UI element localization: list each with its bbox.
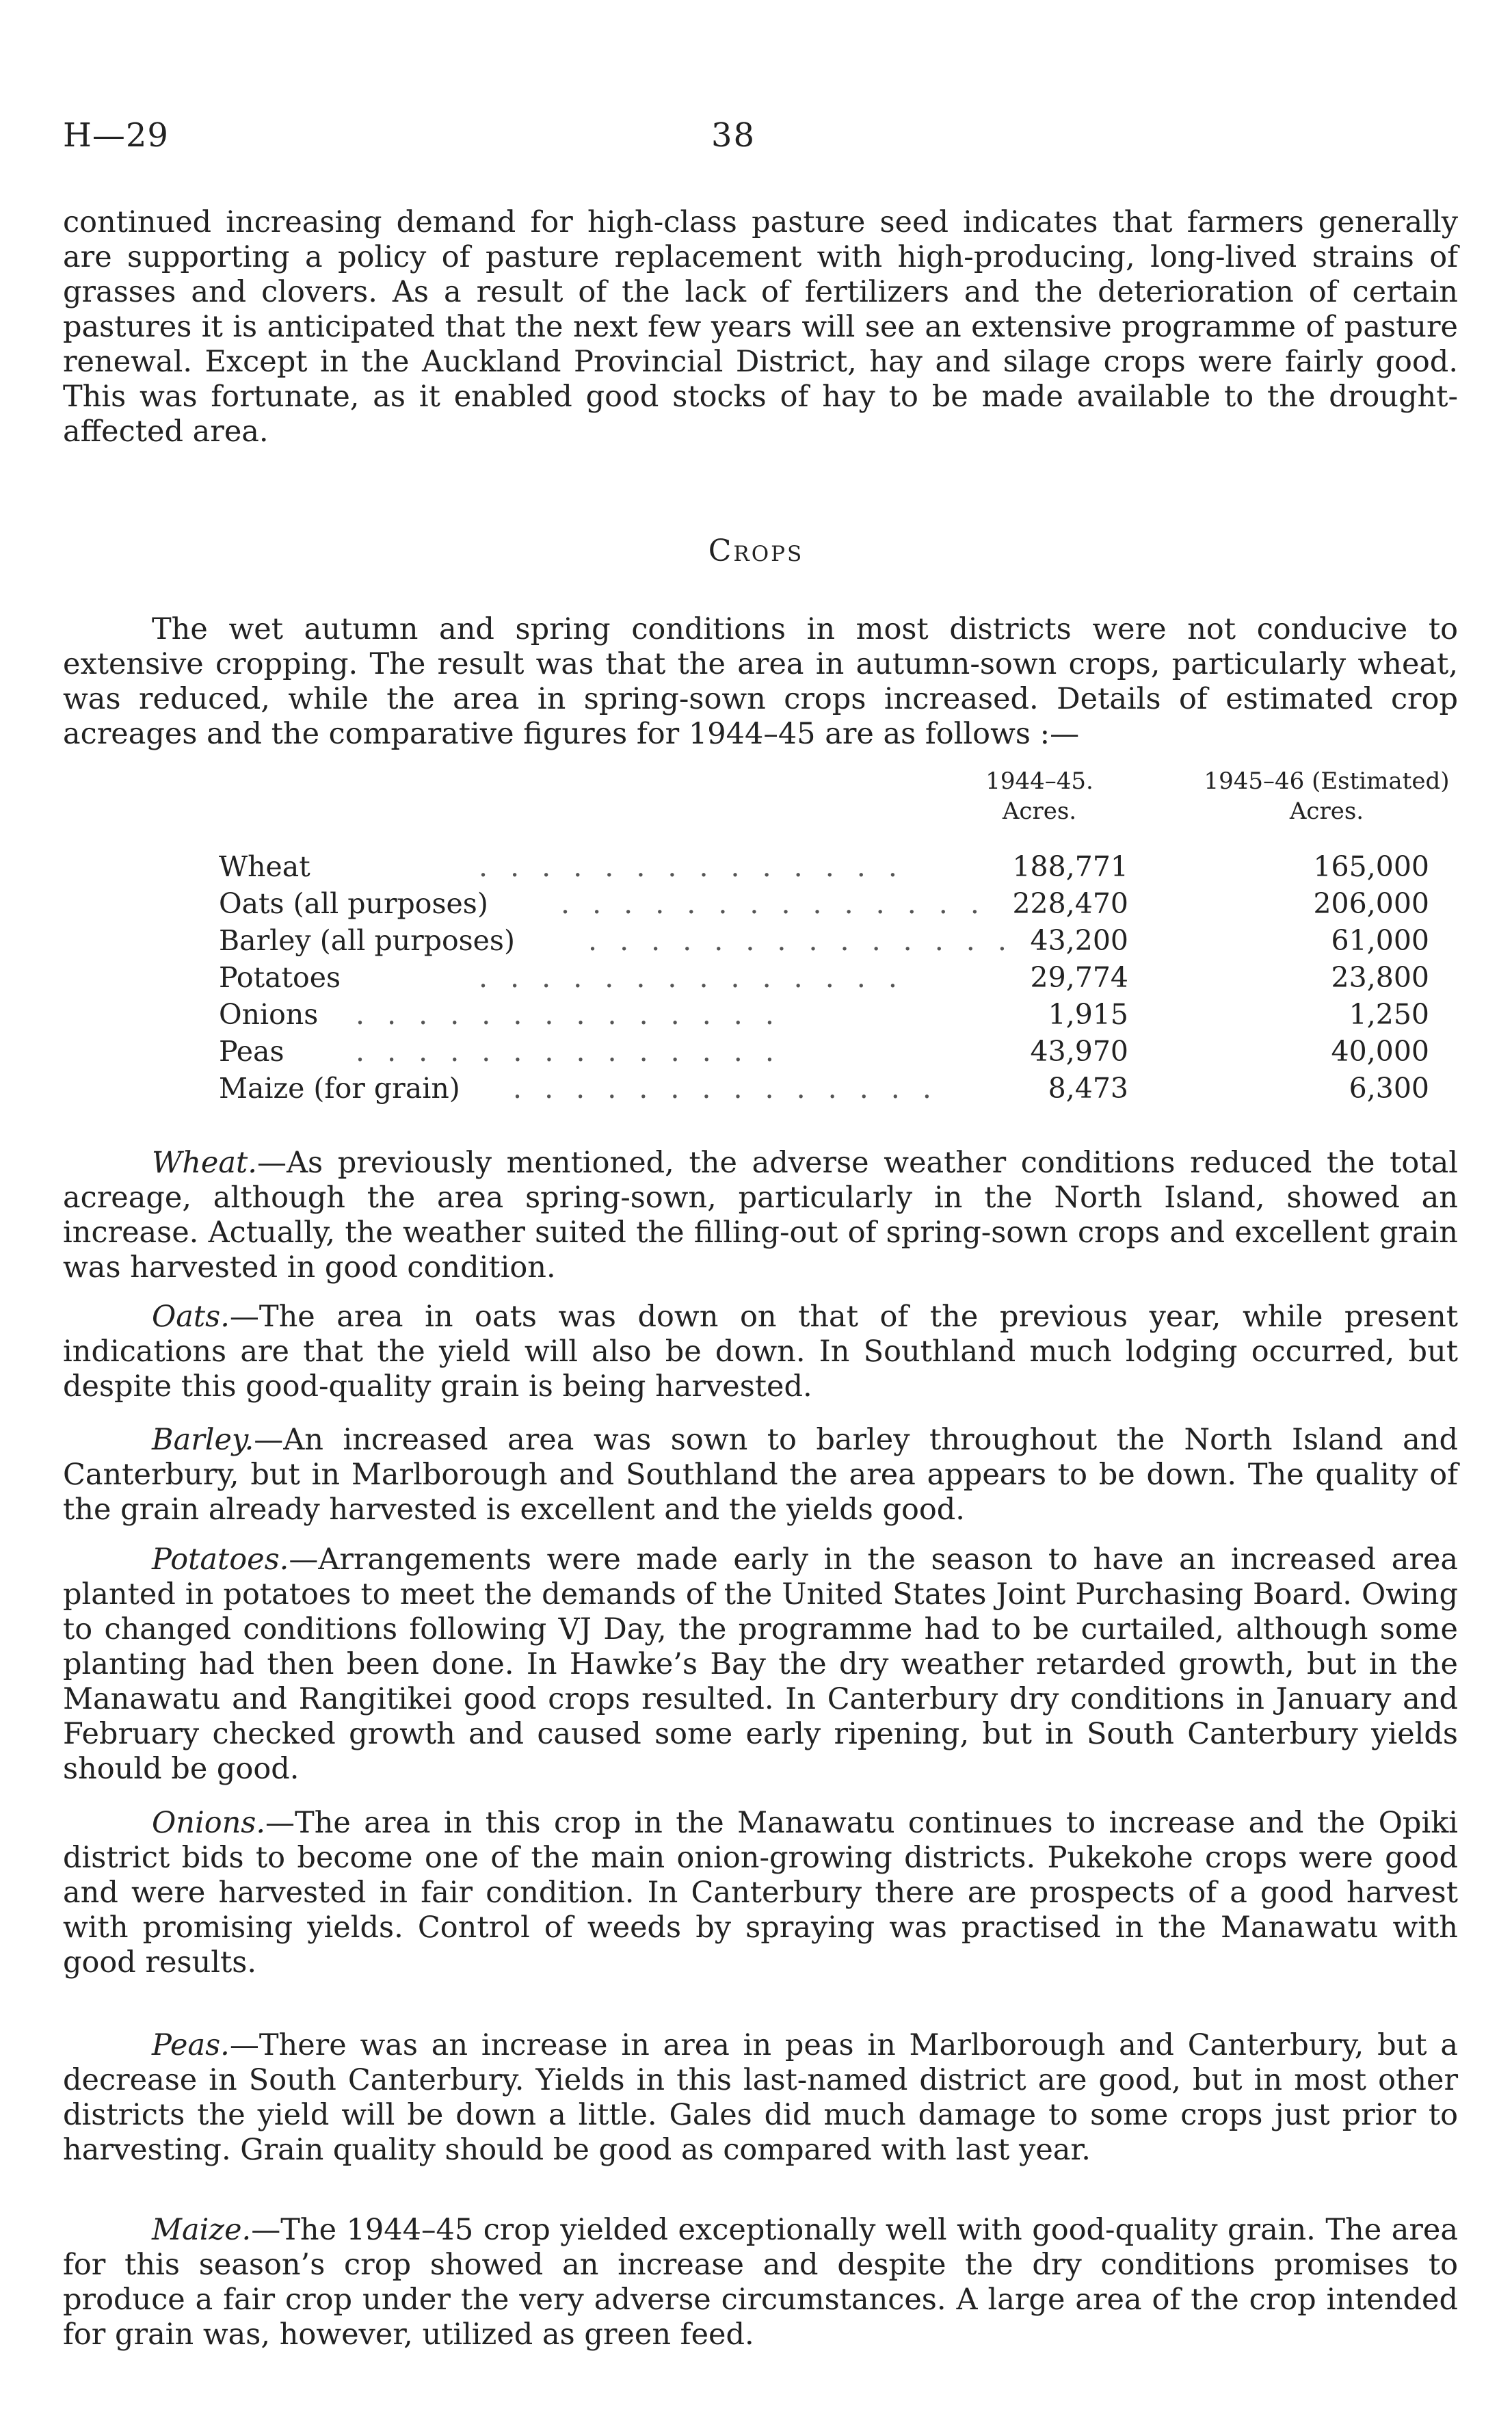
crop-name: Wheat — [219, 850, 310, 883]
table-row — [219, 848, 1470, 885]
column-units-1944-45: Acres. — [1002, 798, 1077, 825]
table-row — [219, 1033, 1470, 1070]
dot-leader: . . . . . . . . . . . . . . — [513, 1072, 938, 1105]
crops-intro-paragraph: The wet autumn and spring conditions in most districts were not conducive to extensive cropping. The result was that the area in autumn-sown crops, particularly wheat, was reduced, while the area in spring-sown crops increased. Details of estimated crop acreages and the comparative figures for 1944–45 are as follows :— — [63, 612, 1458, 751]
document-code: H—29 — [63, 116, 169, 155]
table-row — [219, 1070, 1470, 1107]
dot-leader: . . . . . . . . . . . . . . — [561, 887, 986, 920]
section-barley — [63, 1423, 1458, 1527]
acres-1945-46: 6,300 — [1349, 1072, 1429, 1105]
dot-leader: . . . . . . . . . . . . . . — [479, 850, 904, 883]
acres-1945-46: 61,000 — [1331, 924, 1429, 957]
section-text: —As previously mentioned, the adverse weather conditions reduced the total acreage, although the area spring-sown, particularly in the North Island, showed an increase. Actually, the weather suited the filling-out of spring-sown crops and excellent grain was harvested in good condition. — [63, 1146, 1458, 1285]
table-row — [219, 996, 1470, 1033]
acres-1944-45: 43,970 — [1030, 1035, 1128, 1068]
dot-leader: . . . . . . . . . . . . . . — [356, 998, 781, 1031]
table-row — [219, 885, 1470, 922]
section-lead: Wheat. — [152, 1146, 257, 1180]
section-text: —The area in this crop in the Manawatu continues to increase and the Opiki district bids to become one of the main onion-growing districts. Pukekohe crops were good and were harvested in fair condition. In Canterbury there are prospects of a good harvest with promising yields. Control of weeds by spraying was practised in the Manawatu with good results. — [63, 1806, 1458, 1980]
crop-name: Oats (all purposes) — [219, 887, 488, 920]
section-lead: Oats. — [152, 1300, 230, 1334]
section-maize — [63, 2213, 1458, 2352]
table-row — [219, 922, 1470, 959]
acres-1944-45: 8,473 — [1048, 1072, 1128, 1105]
page-number: 38 — [711, 116, 756, 155]
dot-leader: . . . . . . . . . . . . . . — [356, 1035, 781, 1068]
crop-name: Onions — [219, 998, 319, 1031]
acres-1944-45: 43,200 — [1030, 924, 1128, 957]
column-header-1944-45: 1944–45. — [985, 767, 1093, 795]
crop-name: Barley (all purposes) — [219, 924, 515, 957]
section-oats — [63, 1300, 1458, 1404]
crops-heading: Crops — [708, 534, 804, 568]
section-lead: Onions. — [152, 1806, 266, 1840]
section-lead: Barley. — [152, 1423, 254, 1457]
section-potatoes — [63, 1542, 1458, 1787]
section-text: —There was an increase in area in peas in Marlborough and Canterbury, but a decrease in South Canterbury. Yields in this last-named district are good, but in most other districts the yield will be down a little. Gales did much damage to some crops just prior to harvesting. Grain quality should be good as compared with last year. — [63, 2028, 1458, 2167]
acres-1945-46: 206,000 — [1313, 887, 1429, 920]
section-text: —Arrangements were made early in the season to have an increased area planted in potatoes to meet the demands of the United States Joint Purchasing Board. Owing to changed conditions following VJ Day, the programme had to be curtailed, although some planting had then been done. In Hawke’s Bay the dry weather retarded growth, but in the Manawatu and Rangitikei good crops resulted. In Canterbury dry conditions in January and February checked growth and caused some early ripening, but in South Canterbury yields should be good. — [63, 1542, 1458, 1786]
crop-name: Maize (for grain) — [219, 1072, 460, 1105]
column-units-1945-46: Acres. — [1289, 798, 1364, 825]
column-header-1945-46: 1945–46 (Estimated) — [1204, 767, 1450, 795]
crop-name: Potatoes — [219, 961, 341, 994]
section-lead: Maize. — [152, 2213, 252, 2247]
acres-1944-45: 1,915 — [1048, 998, 1128, 1031]
crop-name: Peas — [219, 1035, 284, 1068]
acres-1944-45: 188,771 — [1012, 850, 1128, 883]
section-lead: Peas. — [152, 2028, 230, 2062]
intro-paragraph: continued increasing demand for high-class pasture seed indicates that farmers generally are supporting a policy of pasture replacement with high-producing, long-lived strains of grasses and clovers. As a result of the lack of fertilizers and the deterioration of certain pastures it is anticipated that the next few years will see an extensive programme of pasture renewal. Except in the Auckland Provincial District, hay and silage crops were fairly good. This was fortunate, as it enabled good stocks of hay to be made available to the drought-affected area. — [63, 205, 1458, 449]
acres-1945-46: 1,250 — [1349, 998, 1429, 1031]
acres-1944-45: 29,774 — [1030, 961, 1128, 994]
dot-leader: . . . . . . . . . . . . . . — [588, 924, 1013, 957]
section-wheat — [63, 1146, 1458, 1285]
section-lead: Potatoes. — [152, 1542, 289, 1577]
section-text: —An increased area was sown to barley throughout the North Island and Canterbury, but in Marlborough and Southland the area appears to be down. The quality of the grain already harvested is excellent and the yields good. — [63, 1423, 1458, 1527]
section-peas — [63, 2028, 1458, 2168]
acres-1945-46: 40,000 — [1331, 1035, 1429, 1068]
acres-1944-45: 228,470 — [1012, 887, 1128, 920]
section-text: —The area in oats was down on that of the previous year, while present indications are that the yield will also be down. In Southland much lodging occurred, but despite this good-quality grain is being harvested. — [63, 1300, 1458, 1404]
acres-1945-46: 165,000 — [1313, 850, 1429, 883]
acres-1945-46: 23,800 — [1331, 961, 1429, 994]
section-text: —The 1944–45 crop yielded exceptionally well with good-quality grain. The area for this season’s crop showed an increase and despite the dry conditions promises to produce a fair crop under the very adverse circumstances. A large area of the crop intended for grain was, however, utilized as green feed. — [63, 2213, 1458, 2352]
table-row — [219, 959, 1470, 996]
dot-leader: . . . . . . . . . . . . . . — [479, 961, 904, 994]
section-onions — [63, 1806, 1458, 1980]
